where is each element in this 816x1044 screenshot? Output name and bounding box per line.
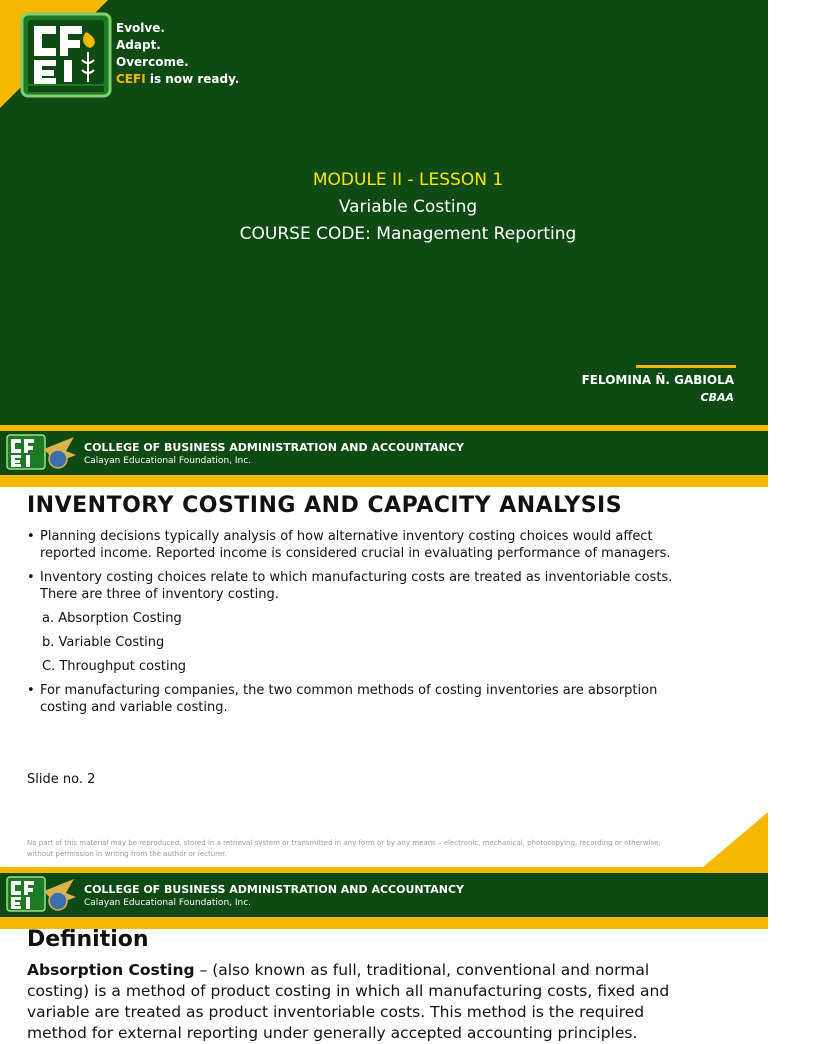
module-label: MODULE II - LESSON 1 [312, 170, 504, 190]
gold-corner-accent [703, 812, 768, 867]
definition-term: Absorption Costing [27, 961, 195, 979]
slogan-line: Adapt. [116, 38, 161, 52]
slogan-line: Evolve. [116, 21, 165, 35]
slide-number: Slide no. 2 [27, 772, 96, 787]
sub-item: a. Absorption Costing [42, 611, 182, 626]
slogan-tail: is now ready. [145, 72, 240, 86]
slogan-line [116, 71, 239, 88]
bullet-item: • For manufacturing companies, the two common methods of costing inventories are absorption costing and variable costing. [27, 682, 687, 716]
cefi-logo [20, 12, 112, 98]
lesson-title: Variable Costing [338, 197, 478, 217]
college-logo-icon [6, 875, 80, 915]
title-slide [0, 0, 768, 425]
header-bar [0, 431, 768, 475]
content-slide-3 [0, 867, 768, 1042]
bullet-item: • Inventory costing choices relate to which manufacturing costs are treated as inventoriable costs. There are three of inventory costing. [27, 569, 687, 603]
slogan-line: Overcome. [116, 55, 189, 69]
copyright-notice: No part of this material may be reproduced, stored in a retrieval system or transmitted in any form or by any means – electronic, mechanical, photocopying, recording or otherwise, without permission in writing from the author or lecturer. [27, 839, 661, 858]
author-divider [636, 365, 736, 368]
bullet-item: • Planning decisions typically analysis of how alternative inventory costing choices would affect reported income. Reported income is considered crucial in evaluating performance of managers. [27, 528, 687, 562]
course-code: COURSE CODE: Management Reporting [239, 224, 577, 244]
content-slide-2 [0, 425, 768, 867]
header-subtitle: Calayan Educational Foundation, Inc. [84, 898, 252, 908]
definition-paragraph [27, 960, 677, 1044]
slide-heading: INVENTORY COSTING AND CAPACITY ANALYSIS [27, 493, 623, 518]
slogan-brand: CEFI [116, 72, 146, 86]
college-header [0, 425, 768, 487]
author-name: FELOMINA Ñ. GABIOLA [581, 373, 734, 387]
college-header [0, 867, 768, 929]
header-title: COLLEGE OF BUSINESS ADMINISTRATION AND ACCOUNTANCY [84, 883, 465, 896]
college-logo-icon [6, 433, 80, 473]
header-title: COLLEGE OF BUSINESS ADMINISTRATION AND ACCOUNTANCY [84, 441, 465, 454]
slide-body [27, 528, 687, 723]
definition-text: – (also known as full, traditional, conventional and normal costing) is a method of product costing in which all manufacturing costs, fixed and variable are treated as product inventoriable costs. This method is the required method for external reporting under generally accepted accounting principles. [27, 961, 670, 1042]
header-subtitle: Calayan Educational Foundation, Inc. [84, 456, 252, 466]
author-credential: CBAA [700, 391, 734, 404]
slide-heading: Definition [27, 927, 149, 952]
sub-item: C. Throughput costing [42, 659, 187, 674]
header-bar [0, 873, 768, 917]
sub-item: b. Variable Costing [42, 635, 165, 650]
slogan [116, 20, 239, 88]
